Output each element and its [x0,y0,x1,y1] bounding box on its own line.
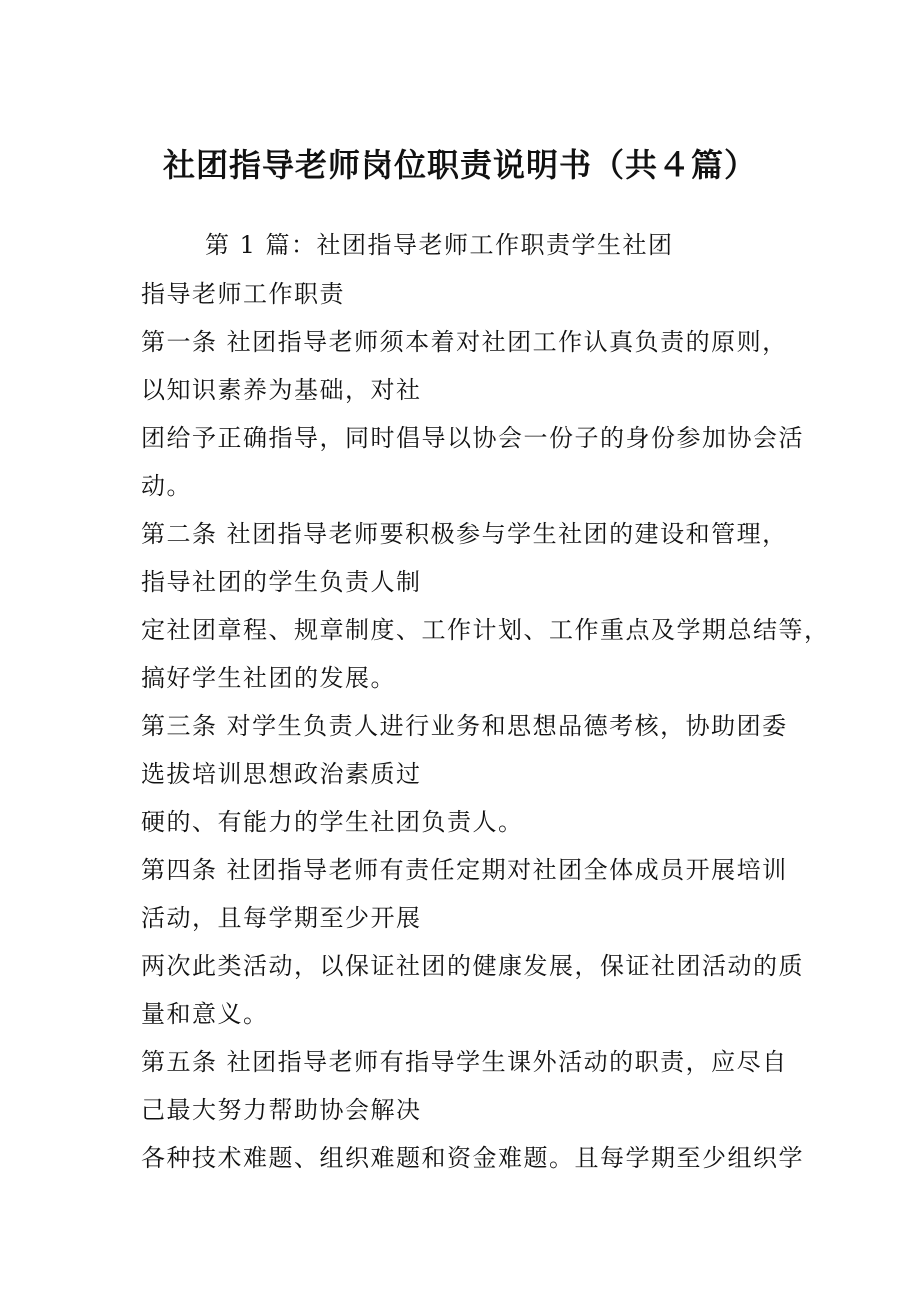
paragraph-line: 活动，且每学期至少开展 [141,904,422,932]
paragraph-line: 定社团章程、规章制度、工作计划、工作重点及学期总结等， [141,616,830,644]
paragraph-line: 硬的、有能力的学生社团负责人。 [141,808,524,836]
paragraph-line: 己最大努力帮助协会解决 [141,1096,422,1124]
paragraph-line: 以知识素养为基础，对社 [141,376,422,404]
paragraph-line: 搞好学生社团的发展。 [141,664,396,692]
document-title: 社团指导老师岗位职责说明书（共４篇） [162,146,757,184]
paragraph-line: 动。 [141,472,192,500]
paragraph-line: 第一条 社团指导老师须本着对社团工作认真负责的原则， [141,328,788,356]
paragraph-line: 第三条 对学生负责人进行业务和思想品德考核，协助团委 [141,712,788,740]
paragraph-line: 第二条 社团指导老师要积极参与学生社团的建设和管理， [141,520,788,548]
paragraph-line: 团给予正确指导，同时倡导以协会一份子的身份参加协会活 [141,424,804,452]
paragraph-line: 指导社团的学生负责人制 [141,568,422,596]
paragraph-line: 两次此类活动，以保证社团的健康发展，保证社团活动的质 [141,952,804,980]
paragraph-line: 选拔培训思想政治素质过 [141,760,422,788]
paragraph-line: 第四条 社团指导老师有责任定期对社团全体成员开展培训 [141,856,788,884]
paragraph-line: 指导老师工作职责 [141,280,345,308]
paragraph-line: 第 1 篇：社团指导老师工作职责学生社团 [205,231,674,259]
paragraph-line: 第五条 社团指导老师有指导学生课外活动的职责，应尽自 [141,1048,788,1076]
paragraph-line: 各种技术难题、组织难题和资金难题。且每学期至少组织学 [141,1144,804,1172]
paragraph-line: 量和意义。 [141,1000,269,1028]
